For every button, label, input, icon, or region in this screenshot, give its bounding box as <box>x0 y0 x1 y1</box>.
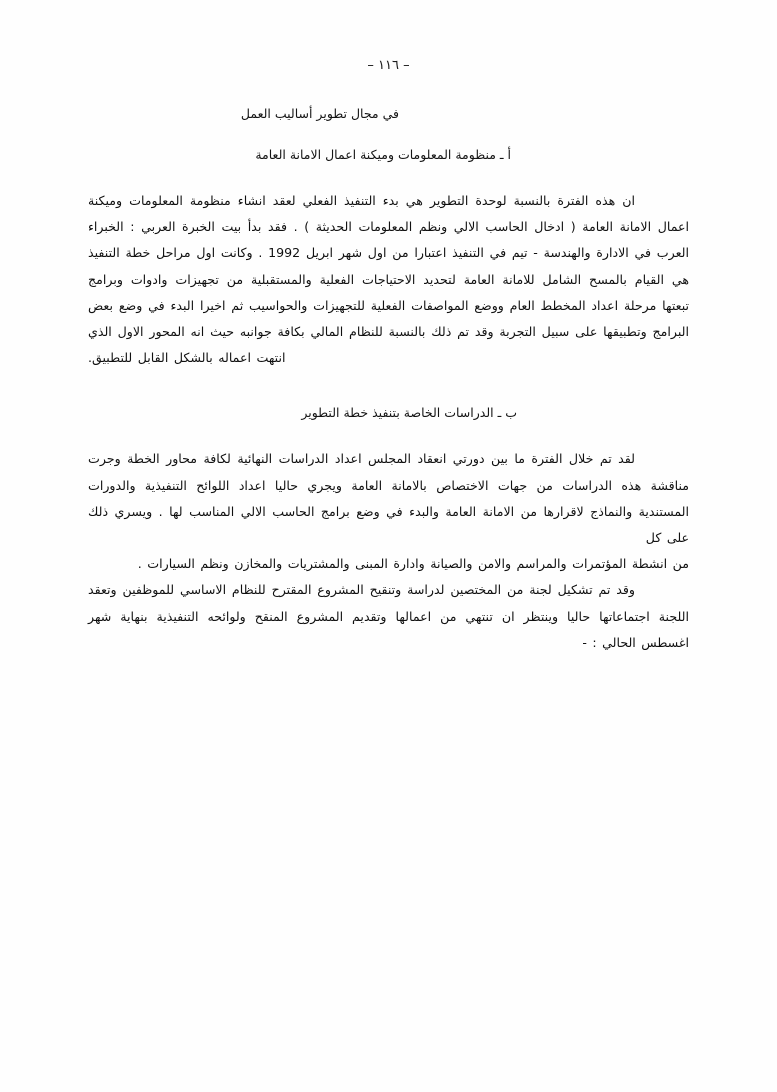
section-b-paragraph-2: من انشطة المؤتمرات والمراسم والامن والصيانة وادارة المبنى والمشتريات والمخازن ونظم السيارات . <box>137 556 689 572</box>
page-heading: في مجال تطوير أساليب العمل <box>240 106 399 121</box>
section-label-b: ب ـ الدراسات الخاصة بتنفيذ خطة التطوير <box>301 405 517 421</box>
page-content <box>88 106 689 656</box>
section-b-paragraph-1: لقد تم خلال الفترة ما بين دورتي انعقاد المجلس اعداد الدراسات النهائية لكافة محاور الخطة وجرت مناقشة هذه الدراسات من جهات الاختصاص بالامانة العامة ويجري حاليا اعداد اللوائح التنفيذية والدورات المستندية والنماذج لاقرارها من الامانة العامة والبدء في وضع برامج الحاسب الالي المناسب لها . ويسري ذلك على كل <box>88 451 689 546</box>
section-a-paragraph-1: ان هذه الفترة بالنسبة لوحدة التطوير هي بدء التنفيذ الفعلي لعقد انشاء منظومة المعلومات وميكنة اعمال الامانة العامة ( ادخال الحاسب الالي ونظم المعلومات الحديثة ) . فقد بدأ بيت الخبرة العربي : الخبراء العرب في الادارة والهندسة - تيم في التنفيذ اعتبارا من اول شهر ابريل 1992 . وكانت اول مراحل خطة التنفيذ هي القيام بالمسح الشامل للامانة العامة لتحديد الاحتياجات الفعلية والمستقبلية من تجهيزات وادوات وبرامج تبعتها مرحلة اعداد المخطط العام ووضع المواصفات الفعلية للتجهيزات والحواسيب ثم اخيرا البدء في وضع بعض البرامج وتطبيقها على سبيل التجربة وقد تم ذلك بالنسبة للنظام المالي بكافة جوانبه حيث انه المحور الاول الذي انتهت اعماله بالشكل القابل للتطبيق. <box>88 193 689 366</box>
section-b-paragraph-3: وقد تم تشكيل لجنة من المختصين لدراسة وتنقيح المشروع المقترح للنظام الاساسي للموظفين وتعقد اللجنة اجتماعاتها حاليا وينتظر ان تنتهي من اعمالها وتقديم المشروع المنقح ولوائحه التنفيذية بنهاية شهر اغسطس الحالي : - <box>88 582 689 650</box>
page-number: – ١١٦ – <box>367 58 410 73</box>
section-label-a: أ ـ منظومة المعلومات وميكنة اعمال الامانة العامة <box>255 147 511 162</box>
